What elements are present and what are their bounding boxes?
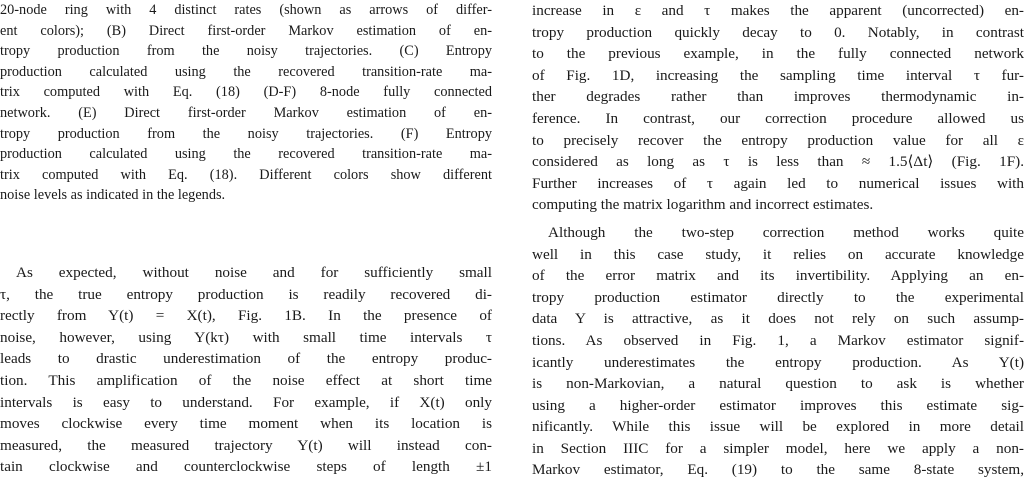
body-line: measured, the measured trajectory Y(t) will instead con-	[0, 436, 492, 454]
caption-line: 20-node ring with 4 distinct rates (shown as arrows of differ-	[0, 2, 492, 18]
caption-line: noise levels as indicated in the legends.	[0, 187, 226, 204]
left-column	[0, 0, 492, 478]
body-line: nificantly. While this issue will be explored in more detail	[532, 418, 1024, 436]
body-paragraph	[532, 0, 1024, 216]
body-line: to precisely recover the entropy production value for all ε	[532, 131, 1024, 149]
body-line: icantly underestimates the entropy production. As Y(t)	[532, 353, 1024, 371]
body-line: of the error matrix and its invertibility. Applying an en-	[532, 267, 1024, 285]
body-paragraph	[532, 222, 1024, 481]
body-line: tions. As observed in Fig. 1, a Markov estimator signif-	[532, 331, 1024, 349]
body-line: As expected, without noise and for sufficiently small	[16, 263, 492, 281]
caption-line: tropy production from the noisy trajectories. (C) Entropy	[0, 43, 492, 60]
right-column	[532, 0, 1024, 481]
body-line: data Y is attractive, as it does not rely on such assump-	[532, 310, 1024, 328]
body-line: moves clockwise every time moment when its location is	[0, 415, 492, 433]
body-line: intervals is easy to understand. For example, if X(t) only	[0, 393, 492, 411]
body-line: leads to drastic underestimation of the entropy produc-	[0, 350, 492, 368]
body-line: tropy production quickly decay to 0. Notably, in contrast	[532, 23, 1024, 41]
body-line: noise, however, using Y(kτ) with small time intervals τ	[0, 328, 492, 346]
body-line: tropy production estimator directly to the experimental	[532, 288, 1024, 306]
caption-line: trix computed with Eq. (18). Different colors show different	[0, 166, 492, 183]
body-line: of Fig. 1D, increasing the sampling time interval τ fur-	[532, 66, 1024, 84]
caption-line: production calculated using the recovered transition-rate ma-	[0, 63, 492, 80]
body-line: tion. This amplification of the noise effect at short time	[0, 371, 492, 389]
body-line: Although the two-step correction method works quite	[548, 223, 1024, 241]
figure-caption	[0, 0, 492, 206]
body-line: τ, the true entropy production is readily recovered di-	[0, 285, 492, 303]
body-line: Markov estimator, Eq. (19) to the same 8-state system,	[532, 461, 1024, 479]
body-line: is non-Markovian, a natural question to ask is whether	[532, 375, 1024, 393]
body-line: well in this case study, it relies on accurate knowledge	[532, 245, 1024, 263]
body-line: increase in ε and τ makes the apparent (uncorrected) en-	[532, 2, 1024, 19]
caption-line: tropy production from the noisy trajectories. (F) Entropy	[0, 125, 492, 142]
body-line: tain clockwise and counterclockwise steps of length ±1	[0, 458, 492, 476]
body-line: ference. In contrast, our correction procedure allowed us	[532, 109, 1024, 127]
caption-line: production calculated using the recovered transition-rate ma-	[0, 146, 492, 163]
caption-line: ent colors); (B) Direct first-order Markov estimation of en-	[0, 22, 492, 39]
body-line: considered as long as τ is less than ≈ 1.5⟨Δt⟩ (Fig. 1F).	[532, 153, 1024, 171]
body-line: computing the matrix logarithm and incorrect estimates.	[532, 196, 874, 214]
caption-line: network. (E) Direct first-order Markov estimation of en-	[0, 104, 492, 121]
caption-line: trix computed with Eq. (18) (D-F) 8-node fully connected	[0, 84, 492, 101]
body-line: ther degrades rather than improves thermodynamic in-	[532, 88, 1024, 106]
body-line: in Section IIIC for a simpler model, here we apply a non-	[532, 439, 1024, 457]
body-line: rectly from Y(t) = X(t), Fig. 1B. In the presence of	[0, 307, 492, 325]
body-line: Further increases of τ again led to numerical issues with	[532, 174, 1024, 192]
body-paragraph	[0, 262, 492, 478]
body-line: to the previous example, in the fully connected network	[532, 45, 1024, 63]
body-line: using a higher-order estimator improves this estimate sig-	[532, 396, 1024, 414]
